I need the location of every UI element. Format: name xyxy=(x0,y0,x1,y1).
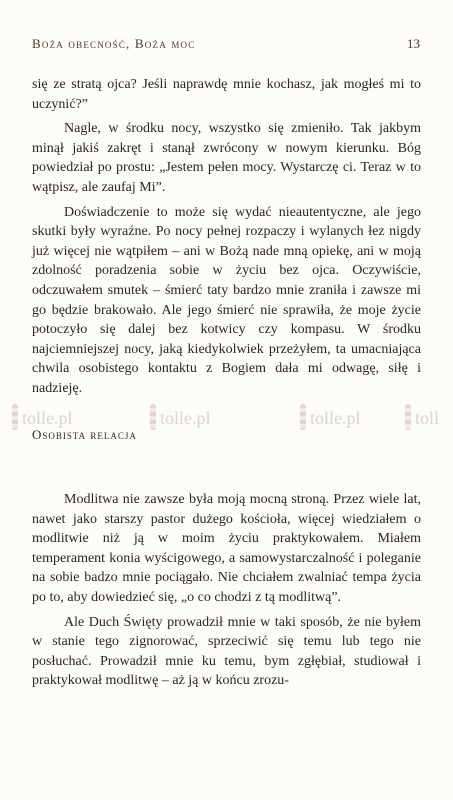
paragraph: Doświadczenie to może się wydać nieautentyczne, ale jego skutki były wyraźne. Po nocy pełnej rozpaczy i wylanych łez nigdy już więcej nie wątpiłem – ani w Bożą nade mną opiekę, ani w moją zdolność poradzenia sobie w życiu bez ojca. Oczywiście, odczuwałem smutek – śmierć taty bardzo mnie zraniła i zawsze mi go będzie brakowało. Ale jego śmierć nie sprawiła, że moje życie potoczyło się dalej bez kotwicy czy kompasu. W środku najciemniejszej nocy, jaką kiedykolwiek przeżyłem, ta umacniająca chwila osobistego kontaktu z Bogiem dała mi odwagę, siłę i nadzieję. xyxy=(32,204,421,396)
watermark-logo-icon xyxy=(300,404,306,430)
watermark-logo-icon xyxy=(405,404,411,430)
watermark-text: tolle.pl xyxy=(310,408,361,428)
body-text-section-1 xyxy=(32,75,421,399)
watermark-text: toll xyxy=(415,408,440,428)
paragraph: się ze stratą ojca? Jeśli naprawdę mnie kochasz, jak mogłeś mi to uczynić?” xyxy=(32,77,421,112)
running-head xyxy=(32,36,420,56)
watermark-logo-icon xyxy=(150,404,156,430)
paragraph: Modlitwa nie zawsze była moją mocną stroną. Przez wiele lat, nawet jako starszy pastor dużego kościoła, więcej wiedziałem o modlitwie niż ją w moim życiu praktykowałem. Miałem temperament konia wyścigowego, a samowystarczalność i poleganie na sobie badzo mnie pociągało. Nie chciałem zwalniać tempa życia po to, aby dowiedzieć się, „o co chodzi z tą modlitwą”. xyxy=(32,492,421,605)
watermark-text: tolle.pl xyxy=(22,408,73,428)
running-title: Boża obecność, Boża moc xyxy=(32,36,196,51)
section-heading: Osobista relacja xyxy=(32,427,137,442)
watermark-text: tolle.pl xyxy=(160,408,211,428)
paragraph: Ale Duch Święty prowadził mnie w taki sposób, że nie byłem w stanie tego zignorować, sprzeciwić się temu lub tego nie posłuchać. Prowadził mnie ku temu, bym zgłębiał, studiował i praktykował modlitwę – aż ją w końcu zrozu- xyxy=(32,614,421,689)
page-number: 13 xyxy=(407,36,420,51)
watermark-logo-icon xyxy=(12,404,18,430)
body-text-section-2 xyxy=(32,490,421,691)
paragraph: Nagle, w środku nocy, wszystko się zmieniło. Tak jakbym minął jakiś zakręt i stanął zwrócony w nowym kierunku. Bóg powiedział po prostu: „Jestem pełen mocy. Wystarczę ci. Teraz w to wątpisz, ale zaufaj Mi”. xyxy=(32,121,421,195)
